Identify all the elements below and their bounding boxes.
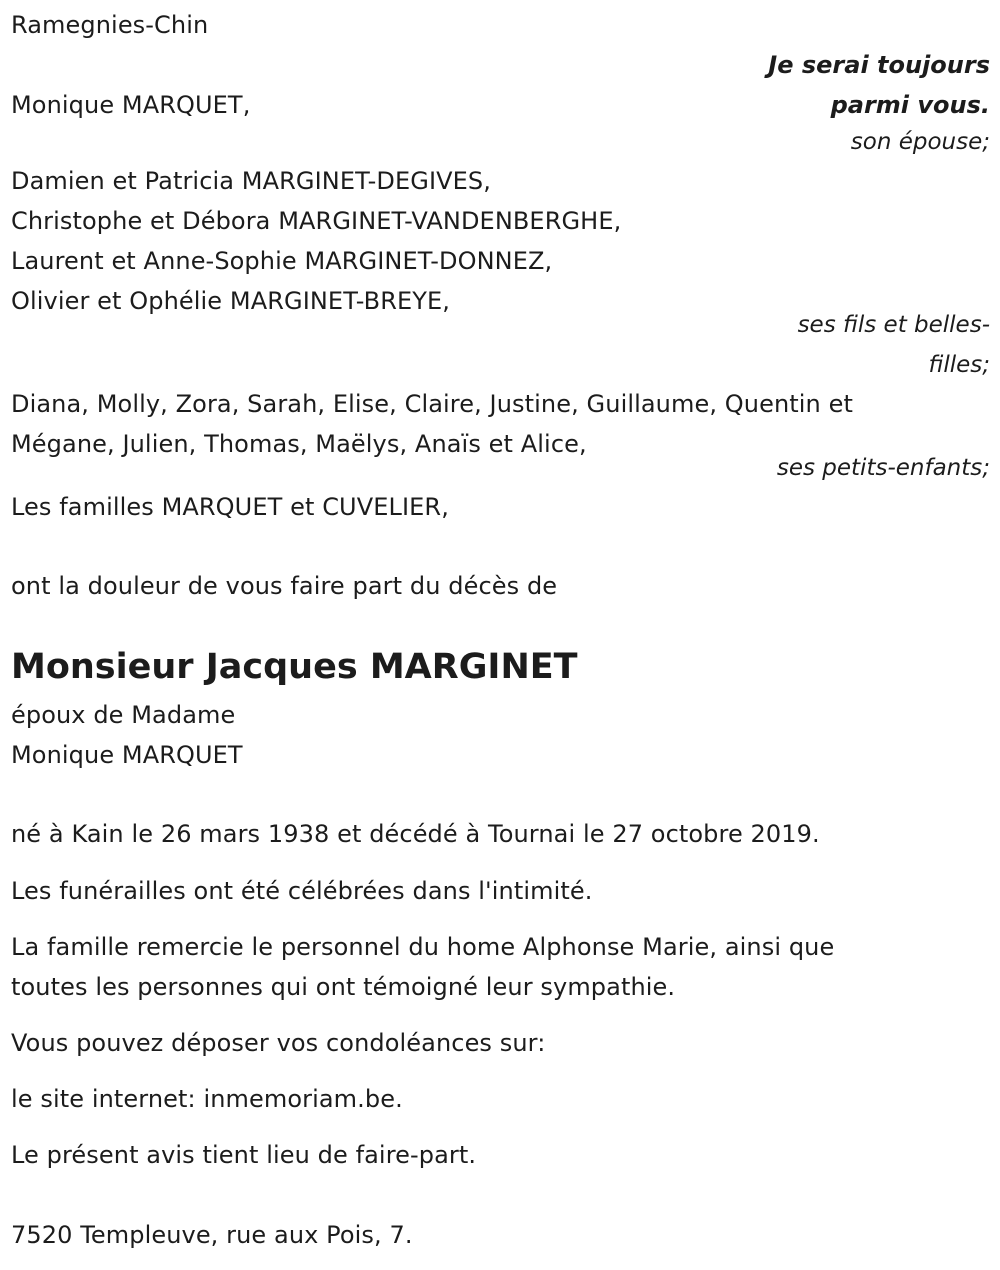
condolences-info: Vous pouvez déposer vos condoléances sur: — [11, 1029, 546, 1057]
location: Ramegnies-Chin — [11, 11, 209, 39]
announcement-intro: ont la douleur de vous faire part du décès de — [11, 572, 558, 600]
grandchildren-line-2: Mégane, Julien, Thomas, Maëlys, Anaïs et Alice, — [11, 430, 587, 458]
notice-info: Le présent avis tient lieu de faire-part. — [11, 1141, 477, 1169]
spouse-role: son épouse; — [850, 129, 990, 155]
deceased-name: Monsieur Jacques MARGINET — [11, 647, 578, 687]
birth-death: né à Kain le 26 mars 1938 et décédé à Tournai le 27 octobre 2019. — [11, 820, 820, 848]
website-info: le site internet: inmemoriam.be. — [11, 1085, 403, 1113]
address: 7520 Templeuve, rue aux Pois, 7. — [11, 1221, 413, 1249]
motto-line-1: Je serai toujours — [768, 51, 990, 79]
grandchildren-role: ses petits-enfants; — [776, 455, 990, 481]
sons-role-line-1: ses fils et belles- — [797, 312, 990, 338]
motto-line-2: parmi vous. — [830, 91, 990, 119]
spouse-of-line-2: Monique MARQUET — [11, 741, 243, 769]
son-4: Olivier et Ophélie MARGINET-BREYE, — [11, 287, 451, 315]
son-3: Laurent et Anne-Sophie MARGINET-DONNEZ, — [11, 247, 553, 275]
families: Les familles MARQUET et CUVELIER, — [11, 493, 449, 521]
son-2: Christophe et Débora MARGINET-VANDENBERGHE, — [11, 207, 622, 235]
thanks-line-1: La famille remercie le personnel du home Alphonse Marie, ainsi que — [11, 933, 835, 961]
grandchildren-line-1: Diana, Molly, Zora, Sarah, Elise, Claire, Justine, Guillaume, Quentin et — [11, 390, 853, 418]
spouse-name: Monique MARQUET, — [11, 91, 251, 119]
sons-role-line-2: filles; — [928, 352, 990, 378]
son-1: Damien et Patricia MARGINET-DEGIVES, — [11, 167, 491, 195]
spouse-of-line-1: époux de Madame — [11, 701, 236, 729]
funeral-info: Les funérailles ont été célébrées dans l'intimité. — [11, 877, 593, 905]
thanks-line-2: toutes les personnes qui ont témoigné leur sympathie. — [11, 973, 676, 1001]
